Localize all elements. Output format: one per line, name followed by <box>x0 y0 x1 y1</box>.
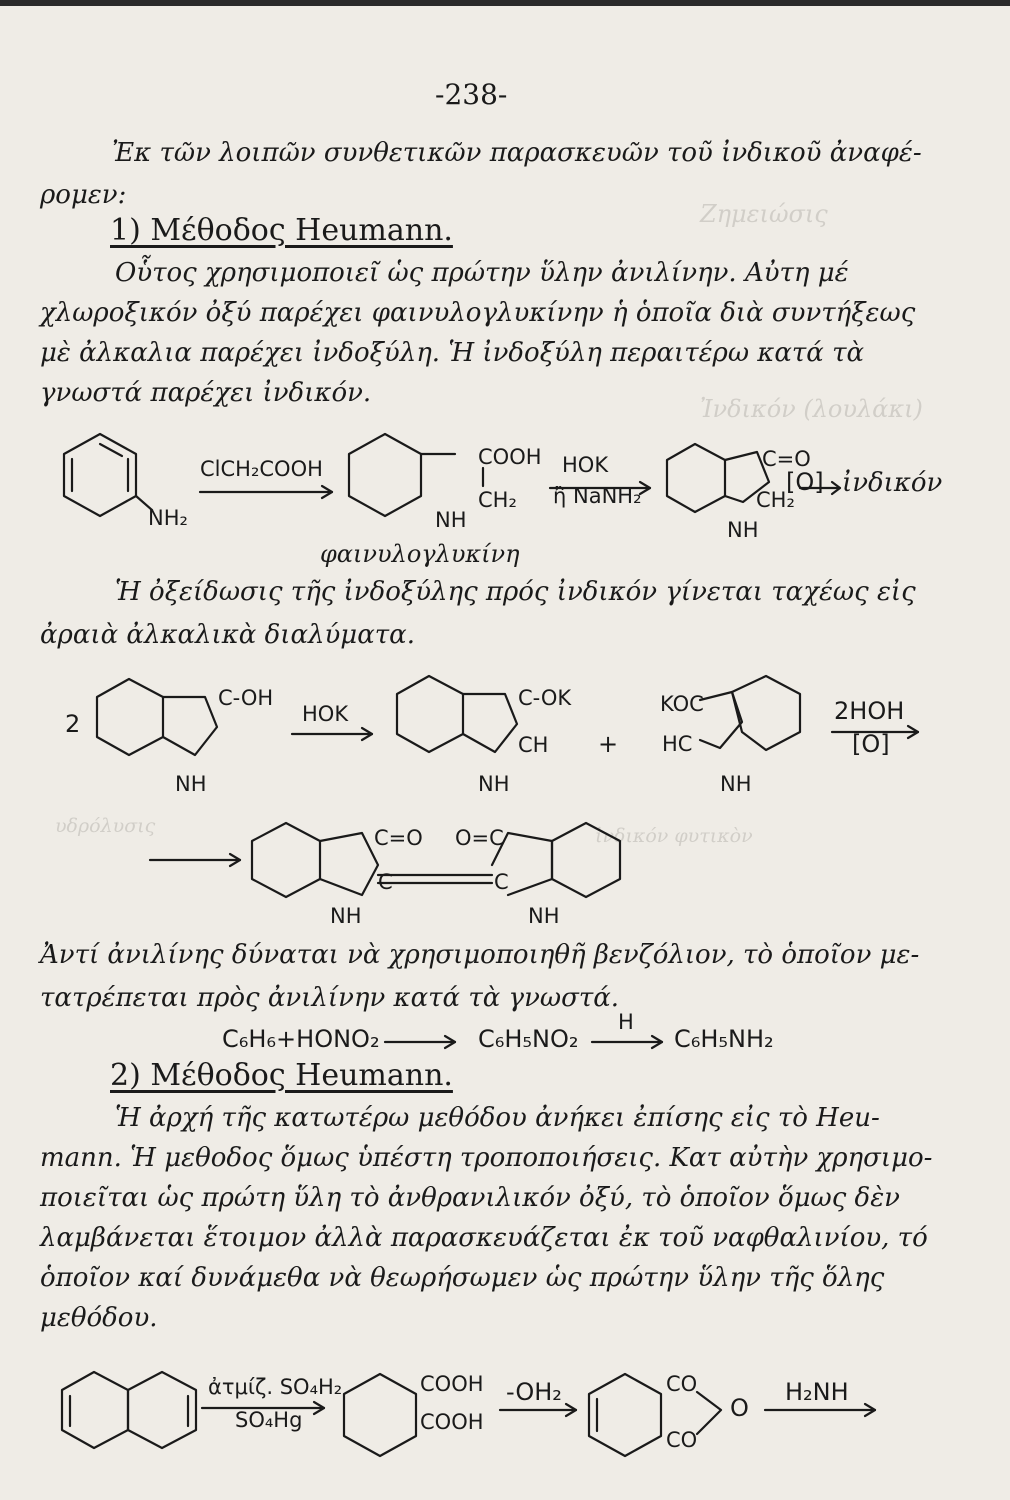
potassium-salt-label: C-OK <box>518 686 572 710</box>
reaction-arrow <box>150 850 250 870</box>
benzene-ring-phenylglycine <box>345 430 435 530</box>
carbonyl-label: O=C <box>455 826 504 850</box>
reaction-arrow <box>500 1400 585 1420</box>
indoxyl-salt-ring <box>395 672 535 782</box>
paragraph-line: μεθόδου. <box>40 1303 158 1333</box>
hydroxyl-label: C-OH <box>218 686 274 710</box>
paragraph-line: Ἡ ὀξείδωσις τῆς ἰνδοξύλης πρός ἰνδικόν γίνεται ταχέως εἰς <box>115 577 916 607</box>
carboxyl-label: COOH <box>420 1410 484 1434</box>
imine-label: NH <box>720 772 752 796</box>
indoxyl-ring <box>95 675 235 775</box>
reagent-label: SO₄Hg <box>235 1408 303 1432</box>
carbon-label: C <box>378 870 393 894</box>
reaction-arrow <box>765 1400 885 1420</box>
reagent-label: HOK <box>302 702 349 726</box>
naphthalene-structure <box>60 1368 200 1478</box>
oxidation-label: [O] <box>786 468 824 496</box>
reagent-label: 2HOH <box>834 697 905 725</box>
phthalic-anhydride-structure <box>585 1370 745 1480</box>
paragraph-line: mann. Ἡ μεθοδος ὅμως ὑπέστη τροποποιήσεις. Κατ αὐτὴν χρησιμο- <box>40 1143 933 1173</box>
paragraph-line: μὲ ἀλκαλια παρέχει ἰνδοξύλη. Ἡ ἰνδοξύλη περαιτέρω κατά τὰ <box>40 338 865 368</box>
imine-label: NH <box>330 904 362 928</box>
potassium-salt-label: KOC <box>660 692 704 716</box>
carbonyl-label: C=O <box>374 826 423 850</box>
coefficient-label: 2 <box>65 710 81 738</box>
methylene-label: CH₂ <box>756 488 795 512</box>
imine-label: NH <box>727 518 759 542</box>
carbon-label: C <box>494 870 509 894</box>
reaction-arrow <box>200 482 340 502</box>
paragraph-line: ποιεῖται ὡς πρώτη ὕλη τὸ ἀνθρανιλικόν ὀξύ, τὸ ὁποῖον ὅμως δὲν <box>40 1183 900 1213</box>
bleed-through-text: ἰνδικόν φυτικὸν <box>595 825 753 847</box>
top-border <box>0 0 1010 6</box>
equation-term: C₆H₅NO₂ <box>478 1025 579 1053</box>
imine-label: NH <box>528 904 560 928</box>
method1-heading: 1) Μέθοδος Heumann. <box>110 213 453 248</box>
intro-line: Ἐκ τῶν λοιπῶν συνθετικῶν παρασκευῶν τοῦ ἰνδικοῦ ἀναφέ- <box>112 138 922 168</box>
bleed-through-text: Ἰνδικόν (λουλάκι) <box>700 395 923 423</box>
imine-label: NH <box>175 772 207 796</box>
carboxyl-label: COOH <box>478 445 542 469</box>
oxygen-label: O <box>730 1394 749 1422</box>
paragraph-line: Οὗτος χρησιμοποιεῖ ὡς πρώτην ὕλην ἀνιλίνην. Αὐτη μέ <box>115 258 849 288</box>
imine-label: NH <box>478 772 510 796</box>
methylene-label: CH₂ <box>478 488 517 512</box>
reagent-label: H <box>618 1010 634 1034</box>
bond-line <box>478 468 488 488</box>
reagent-label: -OH₂ <box>506 1378 562 1406</box>
imine-label: NH <box>435 508 467 532</box>
method2-heading: 2) Μέθοδος Heumann. <box>110 1058 453 1093</box>
indigo-structure <box>250 815 640 925</box>
reaction-arrow <box>385 1032 465 1052</box>
indoxyl-salt-ring <box>690 670 830 780</box>
bleed-through-text: Ζημειώσις <box>700 200 828 228</box>
intro-line: ρομεν: <box>40 180 127 210</box>
benzene-ring-aniline <box>60 430 150 530</box>
carbonyl-label: C=O <box>762 447 811 471</box>
methine-label: HC <box>662 732 693 756</box>
page-number: -238- <box>435 78 508 111</box>
carbonyl-label: CO <box>666 1372 698 1396</box>
reagent-label: H₂NH <box>785 1378 849 1406</box>
product-label: ἰνδικόν <box>842 468 943 498</box>
paragraph-line: ὁποῖον καί δυνάμεθα νὰ θεωρήσωμεν ὡς πρώτην ὕλην τῆς ὅλης <box>40 1263 885 1293</box>
reagent-label: ἀτμίζ. SO₄H₂ <box>208 1375 343 1399</box>
reagent-label: HOK <box>562 453 609 477</box>
paragraph-line: ἀραιὰ ἀλκαλικὰ διαλύματα. <box>40 620 415 650</box>
paragraph-line: λαμβάνεται ἕτοιμον ἀλλὰ παρασκευάζεται ἐκ τοῦ ναφθαλινίου, τό <box>40 1223 928 1253</box>
equation-term: C₆H₆+HONO₂ <box>222 1025 380 1053</box>
equation-term: C₆H₅NH₂ <box>674 1025 774 1053</box>
paragraph-line: χλωροξικόν ὀξύ παρέχει φαινυλογλυκίνην ἡ ὁποῖα διὰ συντήξεως <box>40 298 916 328</box>
paragraph-line: τατρέπεται πρὸς ἀνιλίνην κατά τὰ γνωστά. <box>40 983 620 1013</box>
reagent-label: ClCH₂COOH <box>200 457 323 481</box>
bleed-through-text: υδρόλυσις <box>55 815 156 837</box>
paragraph-line: γνωστά παρέχει ἰνδικόν. <box>40 378 372 408</box>
methine-label: CH <box>518 733 549 757</box>
compound-caption: φαινυλογλυκίνη <box>320 540 520 568</box>
reaction-arrow <box>292 724 382 744</box>
carbonyl-label: CO <box>666 1428 698 1452</box>
paragraph-line: Ἡ ἀρχή τῆς κατωτέρω μεθόδου ἀνήκει ἐπίσης εἰς τὸ Heu- <box>115 1103 880 1133</box>
carboxyl-label: COOH <box>420 1372 484 1396</box>
amine-group-label: NH₂ <box>148 506 188 530</box>
plus-sign: + <box>598 730 619 758</box>
reagent-label: [O] <box>852 730 890 758</box>
reagent-label: ἢ NaNH₂ <box>553 484 642 508</box>
paragraph-line: Ἀντί ἀνιλίνης δύναται νὰ χρησιμοποιηθῆ βενζόλιον, τὸ ὁποῖον με- <box>40 940 920 970</box>
reaction-arrow <box>592 1032 672 1052</box>
